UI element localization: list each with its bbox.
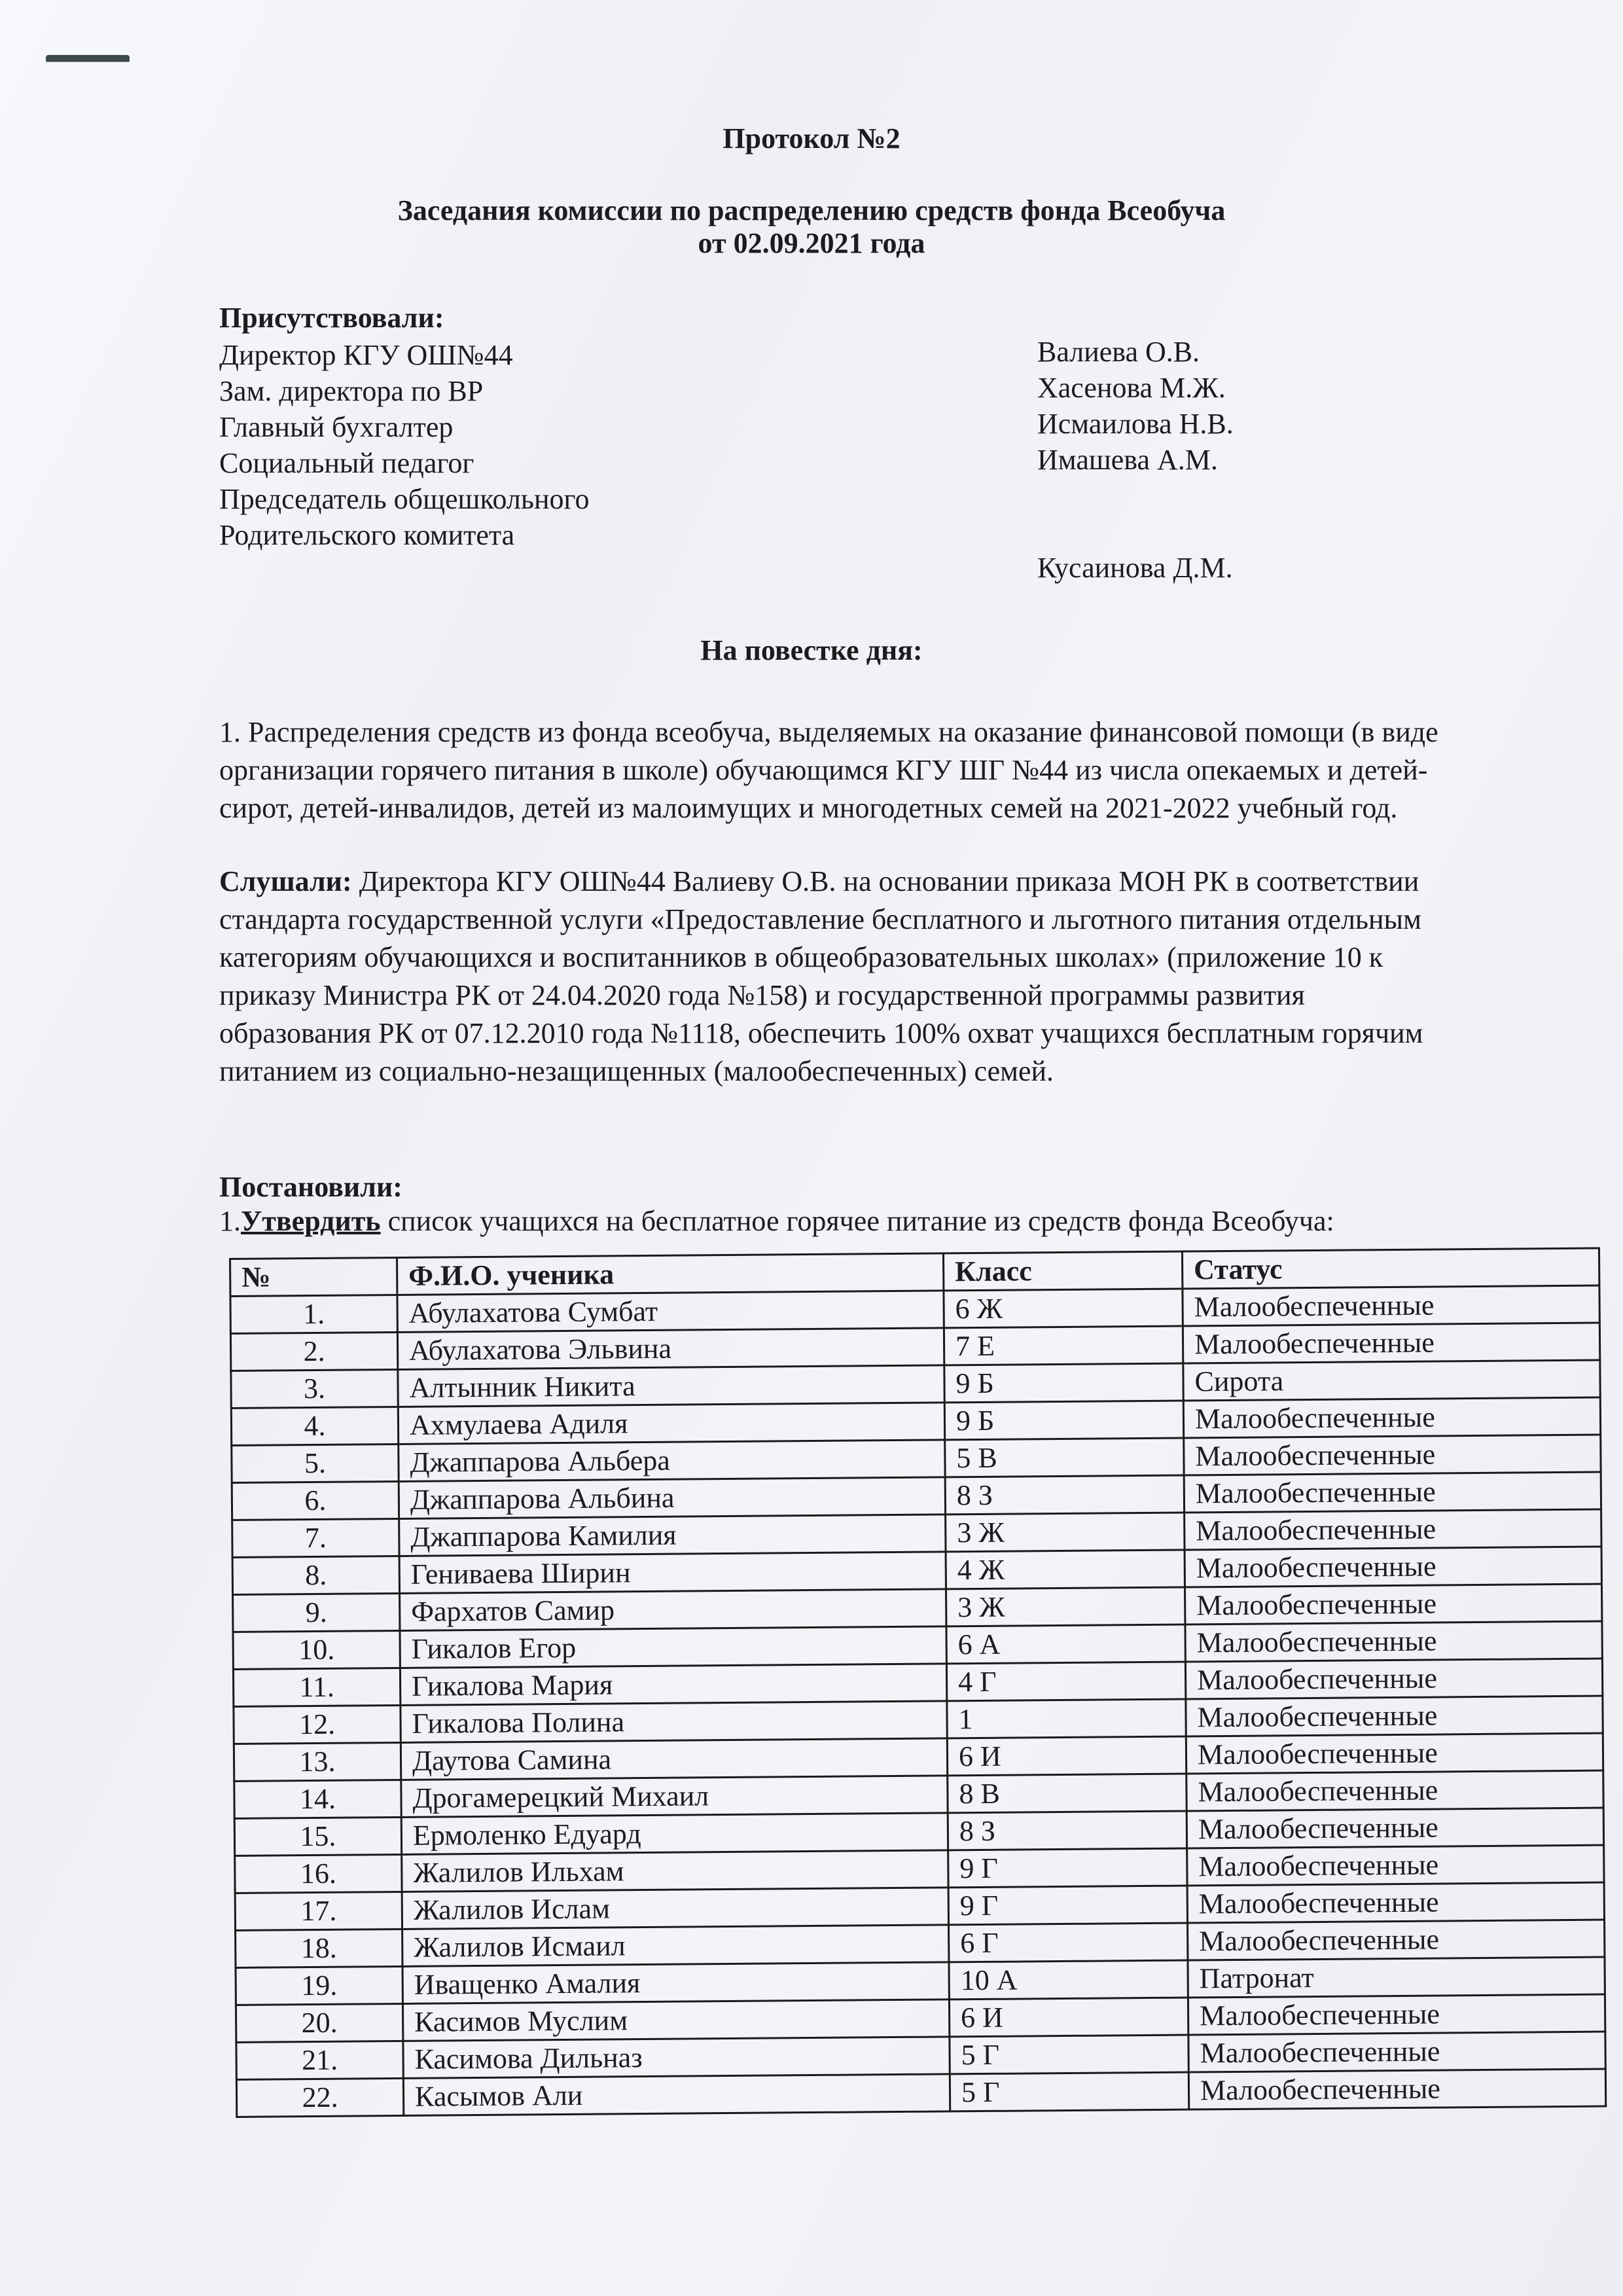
row-number: 14. [234, 1780, 401, 1818]
attendee-name [1037, 478, 1234, 550]
student-class: 9 Б [944, 1363, 1183, 1403]
decision-number: 1. [219, 1205, 241, 1237]
row-number: 12. [234, 1705, 401, 1744]
student-name: Дрогамерецкий Михаил [401, 1776, 948, 1818]
staple-mark [46, 55, 130, 62]
document-title: Протокол №2 [722, 122, 901, 154]
student-class: 8 З [945, 1475, 1184, 1515]
student-status: Малообеспеченные [1188, 1920, 1605, 1960]
student-class: 1 [947, 1699, 1186, 1738]
row-number: 11. [233, 1668, 400, 1706]
attendee-role: Председатель общешкольного [219, 483, 590, 515]
agenda-item-1: 1. Распределения средств из фонда всеобуча, выделяемых на оказание финансовой помощи (в виде организации горячего питания в школе) обучающимся КГУ ШГ №44 из числа опекаемых и детей-сирот, детей-инвалидов, детей из малоимущих и многодетных семей на 2021-2022 учебный год. [219, 716, 1438, 824]
student-class: 6 И [949, 1998, 1188, 2037]
student-name: Ермоленко Едуард [401, 1813, 948, 1855]
row-number: 19. [236, 1966, 402, 2005]
student-name: Алтынник Никита [398, 1365, 944, 1407]
row-number: 21. [236, 2041, 403, 2079]
student-name: Жалилов Ильхам [402, 1850, 948, 1892]
attendee-role: Зам. директора по ВР [219, 375, 484, 407]
student-name: Гикалова Полина [401, 1701, 947, 1743]
student-class: 5 Г [950, 2072, 1188, 2111]
column-header-class: Класс [943, 1251, 1182, 1291]
student-name: Джаппарова Альбина [399, 1477, 945, 1519]
row-number: 6. [232, 1481, 399, 1520]
row-number: 9. [233, 1593, 400, 1632]
student-name: Фархатов Самир [400, 1589, 946, 1631]
row-number: 3. [231, 1369, 398, 1408]
row-number: 4. [231, 1407, 398, 1445]
student-status: Малообеспеченные [1186, 1733, 1603, 1774]
row-number: 10. [233, 1630, 400, 1669]
decision-label: Постановили: [219, 1171, 402, 1203]
student-name: Даутова Самина [401, 1738, 947, 1780]
student-class: 9 Г [948, 1886, 1187, 1925]
attendee-role: Социальный педагог [219, 447, 474, 479]
decision-verb: Утвердить [241, 1205, 381, 1237]
student-class: 4 Г [946, 1662, 1185, 1701]
attendance-roles [219, 337, 589, 553]
student-status: Малообеспеченные [1185, 1659, 1602, 1699]
row-number: 5. [232, 1444, 399, 1482]
row-number: 1. [230, 1295, 397, 1333]
student-status: Малообеспеченные [1185, 1547, 1601, 1587]
student-name: Джаппарова Камилия [399, 1515, 946, 1556]
student-status: Малообеспеченные [1185, 1621, 1602, 1662]
student-name: Касимова Дильназ [403, 2037, 950, 2079]
student-class: 5 В [945, 1438, 1184, 1477]
student-name: Абулахатова Сумбат [397, 1291, 944, 1333]
student-status: Малообеспеченные [1188, 1994, 1605, 2035]
row-number: 18. [236, 1929, 402, 1967]
row-number: 20. [236, 2003, 402, 2042]
attendance-names [1037, 334, 1234, 586]
attendee-role: Директор КГУ ОШ№44 [219, 339, 513, 371]
student-name: Ахмулаева Адиля [398, 1403, 944, 1444]
student-class: 10 А [949, 1960, 1188, 2000]
row-number: 16. [235, 1854, 402, 1893]
student-status: Малообеспеченные [1183, 1397, 1600, 1438]
student-status: Малообеспеченные [1184, 1435, 1601, 1475]
student-name: Иващенко Амалия [402, 1962, 949, 2004]
student-class: 6 А [946, 1624, 1185, 1664]
student-status: Малообеспеченные [1187, 1882, 1604, 1923]
attendee-role: Главный бухгалтер [219, 411, 454, 443]
student-status: Малообеспеченные [1188, 2032, 1605, 2072]
student-status: Малообеспеченные [1187, 1845, 1604, 1886]
attendee-name: Исмаилова Н.В. [1037, 408, 1234, 440]
student-name: Джаппарова Альбера [399, 1440, 945, 1482]
student-status: Малообеспеченные [1184, 1472, 1601, 1513]
student-name: Гениваева Ширин [399, 1552, 946, 1594]
row-number: 17. [235, 1892, 402, 1930]
attendee-name: Валиева О.В. [1037, 336, 1200, 368]
heard-paragraph [219, 863, 1463, 1090]
student-status: Патронат [1188, 1957, 1605, 1998]
document-date: от 02.09.2021 года [698, 227, 925, 259]
row-number: 8. [232, 1556, 399, 1594]
student-class: 6 Г [949, 1923, 1188, 1962]
heard-label: Слушали: [219, 865, 352, 897]
student-name: Гикалов Егор [400, 1626, 946, 1668]
decision-item-1 [219, 1204, 1334, 1238]
student-class: 7 Е [944, 1326, 1183, 1365]
student-class: 3 Ж [946, 1513, 1185, 1552]
student-class: 6 И [947, 1736, 1186, 1776]
student-name: Абулахатова Эльвина [397, 1328, 944, 1370]
student-status: Малообеспеченные [1185, 1584, 1601, 1624]
student-status: Малообеспеченные [1188, 2069, 1605, 2109]
students-table [229, 1247, 1607, 2118]
row-number: 22. [236, 2078, 403, 2117]
column-header-name: Ф.И.О. ученика [397, 1253, 944, 1295]
student-name: Касымов Али [403, 2074, 950, 2116]
student-class: 6 Ж [944, 1289, 1183, 1328]
student-status: Малообеспеченные [1186, 1770, 1603, 1811]
attendee-name: Кусаинова Д.М. [1037, 552, 1233, 584]
document-subtitle: Заседания комиссии по распределению средств фонда Всеобуча [397, 194, 1226, 226]
student-class: 9 Б [944, 1401, 1183, 1440]
student-class: 5 Г [950, 2035, 1188, 2074]
student-status: Малообеспеченные [1186, 1808, 1603, 1848]
student-class: 4 Ж [946, 1550, 1185, 1589]
row-number: 7. [232, 1518, 399, 1557]
heard-text: Директора КГУ ОШ№44 Валиеву О.В. на основании приказа МОН РК в соответствии стандарта государственной услуги «Предоставление бесплатного и льготного питания отдельным категориям обучающихся и воспитанников в общеобразовательных школах» (приложение 10 к приказу Министра РК от 24.04.2020 года №158) и государственной программы развития образования РК от 07.12.2010 года №1118, обеспечить 100% охват учащихся бесплатным горячим питанием из социально-незащищенных (малообеспеченных) семей. [219, 865, 1423, 1087]
student-status: Малообеспеченные [1186, 1696, 1603, 1736]
row-number: 2. [230, 1332, 397, 1371]
attendee-role: Родительского комитета [219, 519, 515, 551]
attendee-name: Хасенова М.Ж. [1037, 372, 1226, 404]
student-class: 8 З [948, 1811, 1186, 1850]
student-name: Касимов Муслим [402, 2000, 949, 2041]
student-class: 9 Г [948, 1848, 1187, 1888]
student-class: 3 Ж [946, 1587, 1185, 1626]
student-name: Жалилов Исмаил [402, 1925, 949, 1967]
row-number: 13. [234, 1742, 401, 1781]
agenda-heading: На повестке дня: [700, 634, 923, 666]
row-number: 15. [234, 1817, 401, 1856]
attendance-label: Присутствовали: [219, 302, 444, 334]
student-name: Жалилов Ислам [402, 1888, 948, 1929]
column-header-status: Статус [1182, 1248, 1599, 1289]
student-status: Малообеспеченные [1185, 1509, 1601, 1550]
student-status: Сирота [1183, 1360, 1600, 1401]
student-name: Гикалова Мария [400, 1664, 946, 1706]
student-class: 8 В [948, 1774, 1186, 1813]
student-status: Малообеспеченные [1183, 1285, 1599, 1326]
column-header-number: № [230, 1257, 397, 1296]
decision-text: список учащихся на бесплатное горячее питание из средств фонда Всеобуча: [380, 1205, 1334, 1237]
attendee-name: Имашева А.М. [1037, 444, 1218, 476]
student-status: Малообеспеченные [1183, 1323, 1599, 1363]
